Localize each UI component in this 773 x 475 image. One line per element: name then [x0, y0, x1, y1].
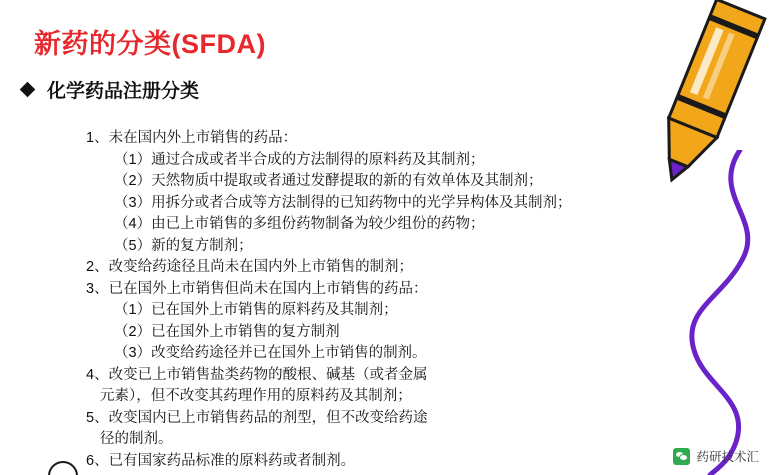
purple-squiggle — [590, 150, 773, 475]
watermark-label: 药研技术汇 — [696, 450, 759, 464]
list-item: 5、改变国内已上市销售药品的剂型，但不改变给药途 — [86, 409, 428, 426]
list-item: 4、改变已上市销售盐类药物的酸根、碱基（或者金属 — [86, 366, 428, 383]
list-item: 2、改变给药途径且尚未在国内外上市销售的制剂； — [86, 259, 414, 275]
body-list — [86, 128, 646, 472]
watermark — [673, 447, 759, 465]
list-item: （2）天然物质中提取或者通过发酵提取的新的有效单体及其制剂； — [114, 173, 543, 189]
list-item: （1）已在国外上市销售的原料药及其制剂； — [114, 302, 398, 318]
list-item: （3）改变给药途径并已在国外上市销售的制剂。 — [114, 345, 427, 361]
list-item: （5）新的复方制剂； — [114, 237, 253, 254]
list-item: （2）已在国外上市销售的复方制剂 — [114, 323, 340, 340]
diamond-bullet-icon — [20, 82, 36, 98]
list-item: 元素），但不改变其药理作用的原料药及其制剂； — [100, 388, 412, 404]
list-item: 6、已有国家药品标准的原料药或者制剂。 — [86, 452, 356, 469]
list-item: 1、未在国内外上市销售的药品： — [86, 130, 298, 146]
list-item: （1）通过合成或者半合成的方法制得的原料药及其制剂； — [114, 151, 485, 168]
wechat-icon — [673, 448, 690, 465]
list-item: 3、已在国外上市销售但尚未在国内上市销售的药品： — [86, 280, 428, 297]
list-item: （3）用拆分或者合成等方法制得的已知药物中的光学异构体及其制剂； — [114, 194, 572, 211]
page-title: 新药的分类(SFDA) — [34, 29, 266, 59]
list-item: （4）由已上市销售的多组份药物制备为较少组份的药物； — [114, 216, 485, 232]
list-item: 径的制剂。 — [100, 431, 173, 447]
decorative-circle — [48, 461, 78, 475]
subtitle-text: 化学药品注册分类 — [47, 81, 200, 102]
subtitle-row — [22, 76, 199, 103]
